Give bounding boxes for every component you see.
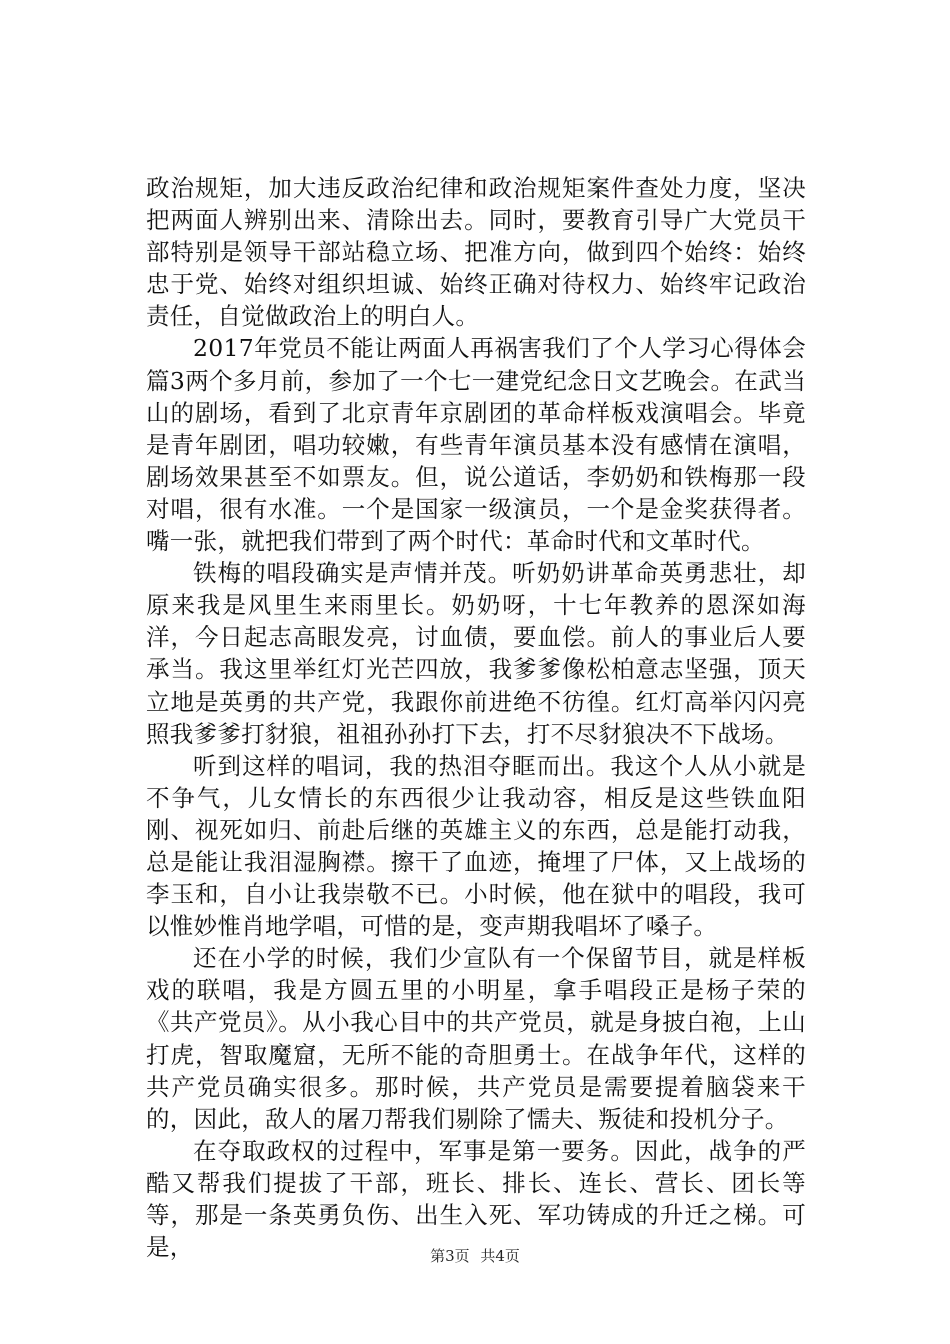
paragraph-3: 铁梅的唱段确实是声情并茂。听奶奶讲革命英勇悲壮，却原来我是风里生来雨里长。奶奶呀，十七年教养的恩深如海洋，今日起志高眼发亮，讨血债，要血偿。前人的事业后人要承当。我这里举红灯光芒四放，我爹爹像松柏意志坚强，顶天立地是英勇的共产党，我跟你前进绝不彷徨。红灯高举闪闪亮照我爹爹打豺狼，祖祖孙孙打下去，打不尽豺狼决不下战场。 xyxy=(146,559,806,748)
paragraph-2: 2017年党员不能让两面人再祸害我们了个人学习心得体会篇3两个多月前，参加了一个七一建党纪念日文艺晚会。在武当山的剧场，看到了北京青年京剧团的革命样板戏演唱会。毕竟是青年剧团，唱功较嫩，有些青年演员基本没有感情在演唱，剧场效果甚至不如票友。但，说公道话，李奶奶和铁梅那一段对唱，很有水准。一个是国家一级演员，一个是金奖获得者。嘴一张，就把我们带到了两个时代：革命时代和文革时代。 xyxy=(146,334,806,556)
page-number: 第3页 xyxy=(430,1247,470,1265)
paragraph-1: 政治规矩，加大违反政治纪律和政治规矩案件查处力度，坚决把两面人辨别出来、清除出去。同时，要教育引导广大党员干部特别是领导干部站稳立场、把准方向，做到四个始终：始终忠于党、始终对组织坦诚、始终正确对待权力、始终牢记政治责任，自觉做政治上的明白人。 xyxy=(146,174,806,331)
page-total: 共4页 xyxy=(480,1247,520,1265)
body-text xyxy=(146,172,806,1263)
paragraph-5: 还在小学的时候，我们少宣队有一个保留节目，就是样板戏的联唱，我是方圆五里的小明星，拿手唱段正是杨子荣的《共产党员》。从小我心目中的共产党员，就是身披白袍，上山打虎，智取魔窟，无所不能的奇胆勇士。在战争年代，这样的共产党员确实很多。那时候，共产党员是需要提着脑袋来干的，因此，敌人的屠刀帮我们剔除了懦夫、叛徒和投机分子。 xyxy=(146,944,806,1133)
paragraph-6: 在夺取政权的过程中，军事是第一要务。因此，战争的严酷又帮我们提拔了干部，班长、排长、连长、营长、团长等等，那是一条英勇负伤、出生入死、军功铸成的升迁之梯。可是， xyxy=(146,1136,806,1262)
page-footer xyxy=(0,1246,950,1266)
paragraph-4: 听到这样的唱词，我的热泪夺眶而出。我这个人从小就是不争气，儿女情长的东西很少让我动容，相反是这些铁血阳刚、视死如归、前赴后继的英雄主义的东西，总是能打动我，总是能让我泪湿胸襟。擦干了血迹，掩埋了尸体，又上战场的李玉和，自小让我崇敬不已。小时候，他在狱中的唱段，我可以惟妙惟肖地学唱，可惜的是，变声期我唱坏了嗓子。 xyxy=(146,751,806,941)
